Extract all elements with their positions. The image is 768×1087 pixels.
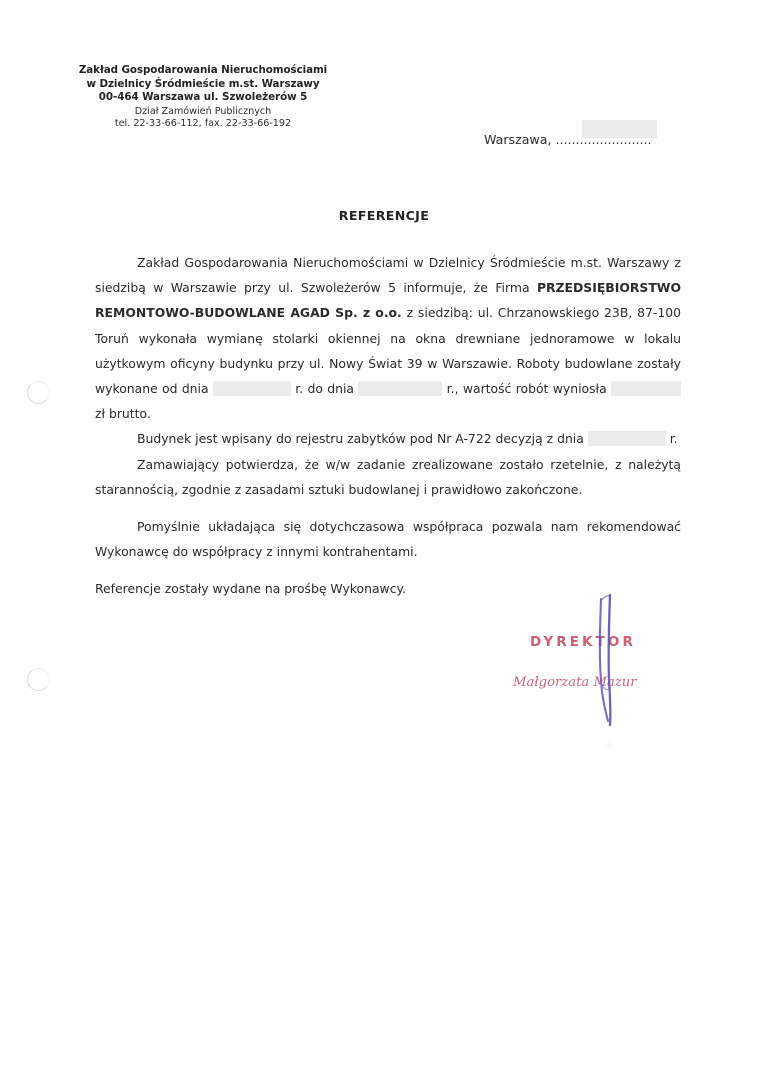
redaction-block-value — [611, 381, 681, 396]
signature-block — [508, 598, 698, 733]
date-dots: ........................ — [555, 132, 652, 147]
paragraph-1-part-b: z siedzibą: ul. Chrzanowskiego 23B, 87-100 Toruń wykonała wymianę stolarki okiennej na okna drewniane jednoramowe w lokalu użytkowym oficyny budynku przy ul. Nowy Świat 39 w Warszawie. Roboty budowlane zostały wykonane od dnia — [95, 305, 681, 397]
date-line — [484, 128, 694, 152]
paragraph-issued-on-request: Referencje zostały wydane na prośbę Wykonawcy. — [95, 581, 407, 597]
document-body — [95, 250, 681, 602]
paragraph-1-part-e: zł brutto. — [95, 406, 151, 422]
paragraph-recommendation: Pomyślnie układająca się dotychczasowa współpraca pozwala nam rekomendować Wykonawcę do współpracy z innymi kontrahentami. — [95, 519, 681, 560]
paragraph-2-part-a: Budynek jest wpisany do rejestru zabytków pod Nr A-722 decyzją z dnia — [137, 431, 588, 447]
letterhead — [74, 64, 332, 131]
paragraph-monument-registry — [95, 426, 681, 451]
date-line-text — [484, 132, 652, 147]
letterhead-line-3: 00-464 Warszawa ul. Szwoleżerów 5 — [98, 91, 308, 104]
stamp-signatory-name: Małgorzata Mazur — [513, 675, 637, 690]
redaction-block-end-date — [358, 381, 442, 396]
scan-artifact-punch-hole-top — [27, 381, 50, 404]
contractor-name: PRZEDSIĘBIORSTWO REMONTOWO-BUDOWLANE AGAD Sp. z o.o. — [95, 280, 681, 321]
paragraph-1-part-a: Zakład Gospodarowania Nieruchomościami w Dzielnicy Śródmieście m.st. Warszawy z siedzibą w Warszawie przy ul. Szwoleżerów 5 informuje, że Firma — [95, 255, 681, 296]
scan-artifact-punch-hole-bottom — [27, 668, 50, 691]
paragraph-confirmation: Zamawiający potwierdza, że w/w zadanie zrealizowane zostało rzetelnie, z należytą starannością, zgodnie z zasadami sztuki budowlanej i prawidłowo zakończone. — [95, 456, 681, 497]
paragraph-2-part-b: r. — [665, 431, 678, 447]
stamp-title: DYREKTOR — [530, 634, 636, 650]
letterhead-line-1: Zakład Gospodarowania Nieruchomościami — [78, 64, 328, 76]
letterhead-line-2: w Dzielnicy Śródmieście m.st. Warszawy — [86, 77, 320, 90]
letterhead-contact: tel. 22-33-66-112, fax. 22-33-66-192 — [114, 118, 292, 130]
paragraph-1-part-c: r. do dnia — [290, 381, 359, 397]
paragraph-scope-of-works — [95, 250, 681, 426]
paragraph-1-part-d: r., wartość robót wyniosła — [442, 381, 611, 397]
page-title: REFERENCJE — [338, 208, 430, 223]
redaction-block-start-date — [213, 381, 291, 396]
date-city: Warszawa, — [484, 132, 552, 147]
scan-artifact-smudge — [604, 742, 613, 749]
letterhead-department: Dział Zamówień Publicznych — [134, 105, 272, 117]
redaction-block-decision-date — [588, 431, 666, 446]
handwritten-signature-icon — [580, 593, 640, 728]
